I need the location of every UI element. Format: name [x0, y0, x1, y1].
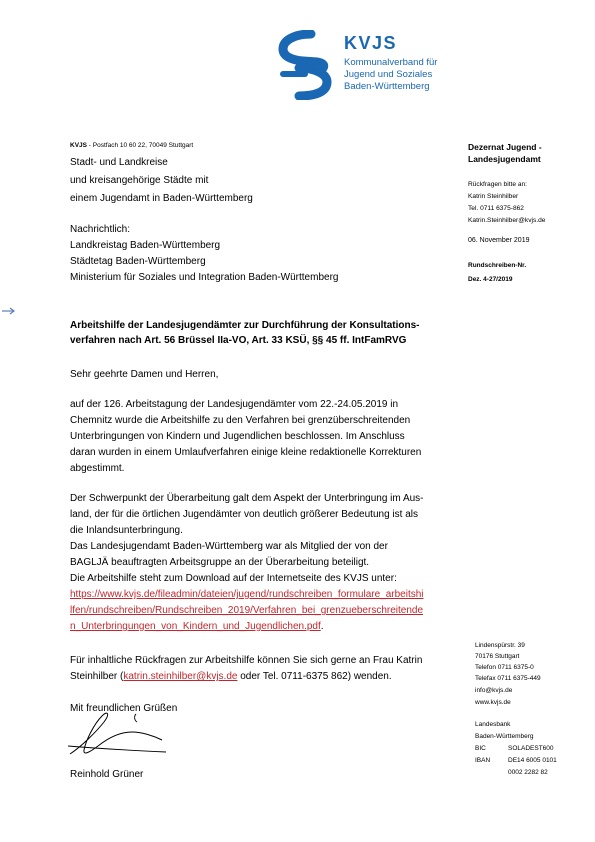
recipient-line: und kreisangehörige Städte mit: [70, 175, 209, 186]
footer-website: www.kvjs.de: [475, 699, 511, 706]
contact-label: Rückfragen bitte an:: [468, 181, 528, 188]
signer-name: Reinhold Grüner: [70, 769, 144, 780]
paragraph-line: Chemnitz wurde die Arbeitshilfe zu den Verfahren bei grenzüberschreitenden: [70, 415, 411, 426]
subject-line: verfahren nach Art. 56 Brüssel IIa-VO, Art. 33 KSÜ, §§ 45 ff. IntFamRVG: [70, 335, 407, 346]
contact-phone: Tel. 0711 6375-862: [468, 205, 524, 212]
bic-value: SOLADEST600: [508, 745, 554, 752]
download-link[interactable]: https://www.kvjs.de/fileadmin/dateien/jugend/rundschreiben_formulare_arbeitshi: [70, 589, 424, 600]
letter-date: 06. November 2019: [468, 237, 530, 244]
contact-email: Katrin.Steinhilber@kvjs.de: [468, 217, 546, 224]
department-title: Dezernat Jugend -: [468, 142, 542, 152]
recipient-line: Ministerium für Soziales und Integration Baden-Württemberg: [70, 272, 339, 283]
download-link-line: [70, 606, 423, 616]
bank-name: Baden-Württemberg: [475, 733, 534, 740]
text-segment: oder Tel. 0711-6375 862) wenden.: [237, 671, 392, 682]
footer-email: info@kvjs.de: [475, 687, 513, 694]
sender-line: [70, 143, 193, 150]
contact-name: Katrin Steinhilber: [468, 193, 519, 200]
circular-number: Dez. 4-27/2019: [468, 276, 513, 283]
footer-address-line: Telefon 0711 6375-0: [475, 664, 534, 671]
handwritten-signature: [62, 702, 172, 762]
paragraph-line: auf der 126. Arbeitstagung der Landesjugendämter vom 22.-24.05.2019 in: [70, 399, 399, 410]
paragraph-line: Unterbringungen von Kindern und Jugendlichen beschlossen. Im Anschluss: [70, 431, 405, 442]
recipient-line: Landkreistag Baden-Württemberg: [70, 240, 221, 251]
paragraph-line: [70, 672, 392, 682]
footer-address-line: Lindenspürstr. 39: [475, 642, 525, 649]
paragraph-line: Das Landesjugendamt Baden-Württemberg war als Mitglied der von der: [70, 541, 388, 552]
subject-line: Arbeitshilfe der Landesjugendämter zur Durchführung der Konsultations-: [70, 320, 420, 331]
sender-address: - Postfach 10 60 22, 70049 Stuttgart: [86, 142, 194, 149]
link-period: .: [320, 621, 324, 632]
footer-address-line: 70176 Stuttgart: [475, 653, 520, 660]
paragraph-line: BAGLJÄ beauftragten Arbeitsgruppe an der Überarbeitung beteiligt.: [70, 557, 370, 568]
download-link[interactable]: n_Unterbringungen_von_Kindern_und_Jugendlichen.pdf: [70, 621, 321, 632]
bank-name: Landesbank: [475, 721, 511, 728]
email-link[interactable]: katrin.steinhilber@kvjs.de: [123, 671, 238, 682]
paragraph-line: Die Arbeitshilfe steht zum Download auf der Internetseite des KVJS unter:: [70, 573, 397, 584]
sender-org: KVJS: [70, 142, 87, 149]
circular-number-label: Rundschreiben-Nr.: [468, 262, 527, 269]
paragraph-line: daran wurden in einem Umlaufverfahren einige kleine redaktionelle Korrekturen: [70, 447, 422, 458]
logo-name: KVJS: [344, 33, 398, 53]
closing: Mit freundlichen Grüßen: [70, 703, 178, 714]
recipient-line: Städtetag Baden-Württemberg: [70, 256, 206, 267]
text-segment: Steinhilber (: [70, 671, 124, 682]
paragraph-line: die Inlandsunterbringung.: [70, 525, 183, 536]
department-subtitle: Landesjugendamt: [468, 154, 541, 164]
paragraph-line: Der Schwerpunkt der Überarbeitung galt dem Aspekt der Unterbringung im Aus-: [70, 493, 424, 504]
logo-line-2: Jugend und Soziales: [344, 69, 433, 80]
footer-address-line: Telefax 0711 6375-449: [475, 675, 541, 682]
iban-label: IBAN: [475, 757, 491, 764]
salutation: Sehr geehrte Damen und Herren,: [70, 369, 219, 380]
logo-line-1: Kommunalverband für: [344, 57, 438, 68]
recipient-line: einem Jugendamt in Baden-Württemberg: [70, 193, 253, 204]
iban-value: DE14 6005 0101: [508, 757, 557, 764]
paragraph-line: Für inhaltliche Rückfragen zur Arbeitshilfe können Sie sich gerne an Frau Katrin: [70, 655, 423, 666]
download-link-line: [70, 622, 324, 632]
iban-value: 0002 2282 82: [508, 769, 548, 776]
download-link[interactable]: lfen/rundschreiben/Rundschreiben_2019/Verfahren_bei_grenzueberschreitende: [70, 605, 424, 616]
paragraph-line: land, der für die örtlichen Jugendämter von deutlich größerer Bedeutung ist als: [70, 509, 418, 520]
bic-label: BIC: [475, 745, 486, 752]
kvjs-logo-icon: [277, 30, 333, 100]
download-link-line: [70, 590, 424, 600]
recipient-line: Nachrichtlich:: [70, 224, 131, 235]
recipient-line: Stadt- und Landkreise: [70, 157, 168, 168]
arrow-right-icon: [2, 306, 16, 316]
logo-line-3: Baden-Württemberg: [344, 81, 430, 92]
paragraph-line: abgestimmt.: [70, 463, 125, 474]
